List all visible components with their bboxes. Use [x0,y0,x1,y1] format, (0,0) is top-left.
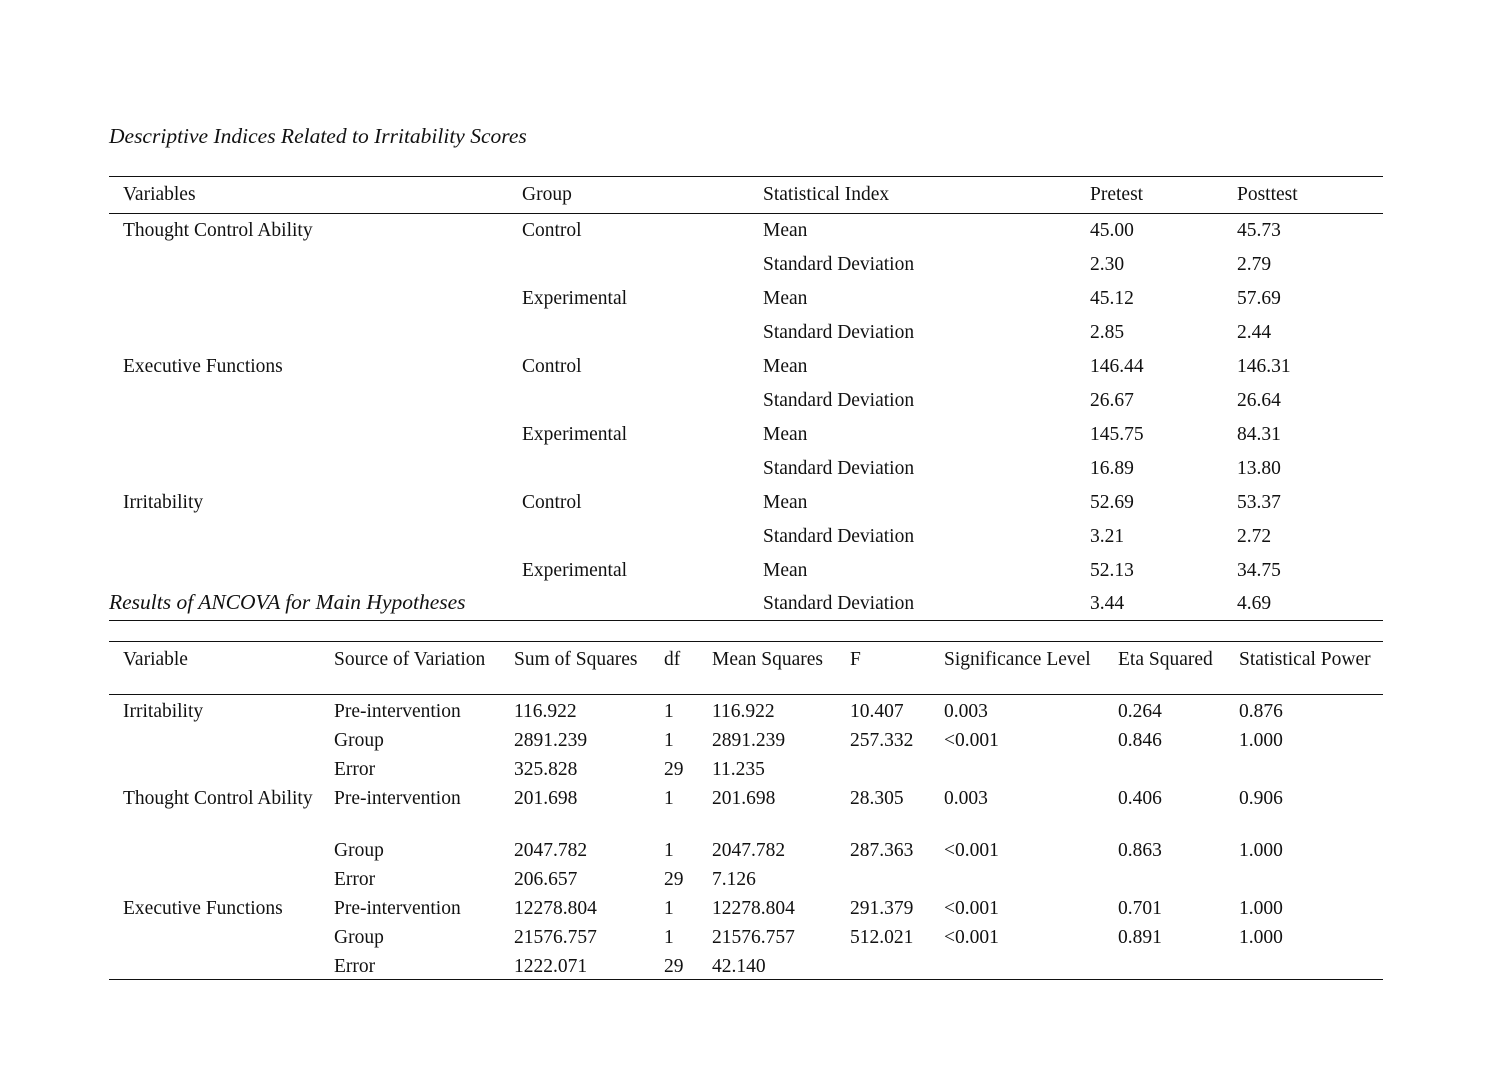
cell-variable [109,452,522,486]
cell-mean-squares: 7.126 [712,869,756,890]
cell-variable [109,316,522,350]
cell-eta-squared [1118,863,1239,892]
cell-statistical-power [1239,753,1383,782]
cell-mean-squares: 21576.757 [712,927,795,948]
cell-eta-squared: 0.264 [1118,701,1162,722]
cell-mean-squares: 2891.239 [712,730,786,751]
cell-statistical-index: Mean [763,220,808,241]
cell-pretest: 52.69 [1090,492,1134,513]
cell-variable [109,384,522,418]
cell-pretest: 26.67 [1090,390,1134,411]
cell-statistical-power: 1.000 [1239,840,1283,861]
cell-pretest: 45.00 [1090,220,1134,241]
cell-mean-squares: 11.235 [712,759,765,780]
cell-df: 1 [664,898,674,919]
cell-f: 257.332 [850,730,914,751]
cell-variable [109,418,522,452]
header-variable: Variable [109,642,334,695]
cell-posttest: 13.80 [1237,458,1281,479]
ancova-results-table [109,641,1383,980]
cell-sum-of-squares: 21576.757 [514,927,597,948]
cell-sum-of-squares: 325.828 [514,759,578,780]
cell-group: Control [522,356,582,377]
cell-sum-of-squares: 2891.239 [514,730,588,751]
header-df: df [664,642,712,695]
cell-group [522,452,763,486]
cell-significance-level: <0.001 [944,898,999,919]
cell-df: 1 [664,788,674,809]
cell-group [522,248,763,282]
table-row [109,892,1383,921]
header-group: Group [522,177,763,214]
cell-variable [109,282,522,316]
cell-statistical-power: 0.906 [1239,788,1283,809]
cell-group: Experimental [522,424,628,445]
cell-significance-level [944,753,1118,782]
header-pretest: Pretest [1090,177,1237,214]
cell-eta-squared: 0.891 [1118,927,1162,948]
cell-source-of-variation: Pre-intervention [334,788,461,809]
cell-statistical-power: 1.000 [1239,927,1283,948]
cell-variable [109,520,522,554]
cell-f: 10.407 [850,701,904,722]
cell-pretest: 52.13 [1090,560,1134,581]
cell-statistical-power [1239,950,1383,980]
table-row [109,282,1383,316]
cell-pretest: 146.44 [1090,356,1144,377]
cell-significance-level: <0.001 [944,927,999,948]
cell-group [522,316,763,350]
table-row [109,384,1383,418]
cell-eta-squared: 0.701 [1118,898,1162,919]
cell-statistical-index: Standard Deviation [763,526,915,547]
table-row [109,316,1383,350]
cell-statistical-index: Mean [763,560,808,581]
cell-posttest: 57.69 [1237,288,1281,309]
table-row [109,214,1383,249]
header-statistical-power: Statistical Power [1239,642,1383,695]
header-sum-of-squares: Sum of Squares [514,642,664,695]
cell-posttest: 146.31 [1237,356,1291,377]
cell-significance-level: <0.001 [944,840,999,861]
cell-variable: Thought Control Ability [123,220,313,241]
cell-significance-level [944,863,1118,892]
table-row [109,753,1383,782]
cell-eta-squared: 0.846 [1118,730,1162,751]
cell-variable [109,863,334,892]
table-row [109,554,1383,588]
cell-mean-squares: 12278.804 [712,898,795,919]
cell-variable [109,753,334,782]
cell-df: 29 [664,956,684,977]
cell-eta-squared [1118,950,1239,980]
header-significance-level: Significance Level [944,642,1118,695]
cell-pretest: 2.85 [1090,322,1125,343]
table-row [109,782,1383,834]
header-f: F [850,642,944,695]
cell-statistical-index: Standard Deviation [763,322,915,343]
cell-pretest: 3.44 [1090,593,1125,614]
table-row [109,724,1383,753]
cell-variable: Executive Functions [123,898,283,919]
header-posttest: Posttest [1237,177,1383,214]
cell-f: 291.379 [850,898,914,919]
cell-statistical-index: Mean [763,424,808,445]
cell-f: 512.021 [850,927,914,948]
cell-sum-of-squares: 116.922 [514,701,577,722]
cell-posttest: 45.73 [1237,220,1281,241]
cell-sum-of-squares: 1222.071 [514,956,588,977]
cell-group: Experimental [522,560,628,581]
cell-f: 287.363 [850,840,914,861]
header-mean-squares: Mean Squares [712,642,850,695]
ancova-table-caption: Results of ANCOVA for Main Hypotheses [109,590,466,614]
cell-eta-squared [1118,753,1239,782]
cell-posttest: 4.69 [1237,593,1272,614]
cell-df: 1 [664,840,674,861]
cell-statistical-index: Mean [763,492,808,513]
cell-df: 1 [664,701,674,722]
cell-f [850,950,944,980]
cell-group [522,588,763,621]
cell-statistical-power: 1.000 [1239,898,1283,919]
header-variables: Variables [109,177,522,214]
cell-posttest: 84.31 [1237,424,1281,445]
cell-sum-of-squares: 2047.782 [514,840,588,861]
cell-pretest: 16.89 [1090,458,1134,479]
cell-eta-squared: 0.863 [1118,840,1162,861]
cell-mean-squares: 42.140 [712,956,766,977]
table-header-row [109,642,1383,695]
cell-sum-of-squares: 201.698 [514,788,578,809]
cell-source-of-variation: Group [334,730,384,751]
cell-variable [109,834,334,863]
cell-variable: Thought Control Ability [123,788,313,809]
cell-posttest: 2.44 [1237,322,1272,343]
cell-pretest: 2.30 [1090,254,1125,275]
header-eta-squared: Eta Squared [1118,642,1239,695]
table-row [109,950,1383,980]
cell-statistical-power: 0.876 [1239,701,1283,722]
cell-pretest: 3.21 [1090,526,1125,547]
cell-group: Control [522,492,582,513]
cell-source-of-variation: Pre-intervention [334,701,461,722]
cell-significance-level: <0.001 [944,730,999,751]
cell-statistical-power: 1.000 [1239,730,1283,751]
cell-pretest: 145.75 [1090,424,1144,445]
cell-statistical-index: Mean [763,288,808,309]
cell-variable: Irritability [123,492,204,513]
cell-variable [109,724,334,753]
cell-statistical-index: Standard Deviation [763,458,915,479]
cell-source-of-variation: Error [334,759,376,780]
cell-significance-level [944,950,1118,980]
cell-source-of-variation: Group [334,927,384,948]
cell-df: 29 [664,759,684,780]
cell-statistical-index: Standard Deviation [763,254,915,275]
cell-source-of-variation: Pre-intervention [334,898,461,919]
cell-variable [109,554,522,588]
cell-variable: Irritability [123,701,204,722]
table-row [109,695,1383,725]
cell-eta-squared: 0.406 [1118,788,1162,809]
table-row [109,520,1383,554]
cell-posttest: 34.75 [1237,560,1281,581]
table-row [109,834,1383,863]
cell-variable [109,921,334,950]
header-source-of-variation: Source of Variation [334,642,514,695]
table-row [109,418,1383,452]
cell-group [522,520,763,554]
cell-significance-level: 0.003 [944,701,988,722]
cell-source-of-variation: Error [334,956,376,977]
cell-posttest: 26.64 [1237,390,1281,411]
cell-variable [109,950,334,980]
cell-significance-level: 0.003 [944,788,988,809]
cell-f [850,753,944,782]
cell-mean-squares: 2047.782 [712,840,786,861]
descriptive-table-caption: Descriptive Indices Related to Irritability Scores [109,124,527,148]
cell-sum-of-squares: 206.657 [514,869,578,890]
cell-pretest: 45.12 [1090,288,1134,309]
table-row [109,248,1383,282]
table-header-row [109,177,1383,214]
descriptive-indices-table [109,176,1383,621]
cell-f: 28.305 [850,788,904,809]
cell-posttest: 2.72 [1237,526,1272,547]
cell-group: Control [522,220,582,241]
cell-source-of-variation: Group [334,840,384,861]
cell-df: 29 [664,869,684,890]
cell-mean-squares: 201.698 [712,788,776,809]
cell-statistical-index: Standard Deviation [763,390,915,411]
cell-group [522,384,763,418]
cell-mean-squares: 116.922 [712,701,775,722]
table-row [109,452,1383,486]
cell-variable [109,248,522,282]
cell-df: 1 [664,730,674,751]
table-row [109,486,1383,520]
header-statistical-index: Statistical Index [763,177,1090,214]
table-row [109,350,1383,384]
cell-posttest: 2.79 [1237,254,1272,275]
cell-statistical-power [1239,863,1383,892]
table-row [109,863,1383,892]
cell-statistical-index: Standard Deviation [763,593,915,614]
cell-f [850,863,944,892]
cell-posttest: 53.37 [1237,492,1281,513]
cell-sum-of-squares: 12278.804 [514,898,597,919]
cell-df: 1 [664,927,674,948]
cell-source-of-variation: Error [334,869,376,890]
table-row [109,921,1383,950]
cell-variable: Executive Functions [123,356,283,377]
cell-statistical-index: Mean [763,356,808,377]
cell-group: Experimental [522,288,628,309]
